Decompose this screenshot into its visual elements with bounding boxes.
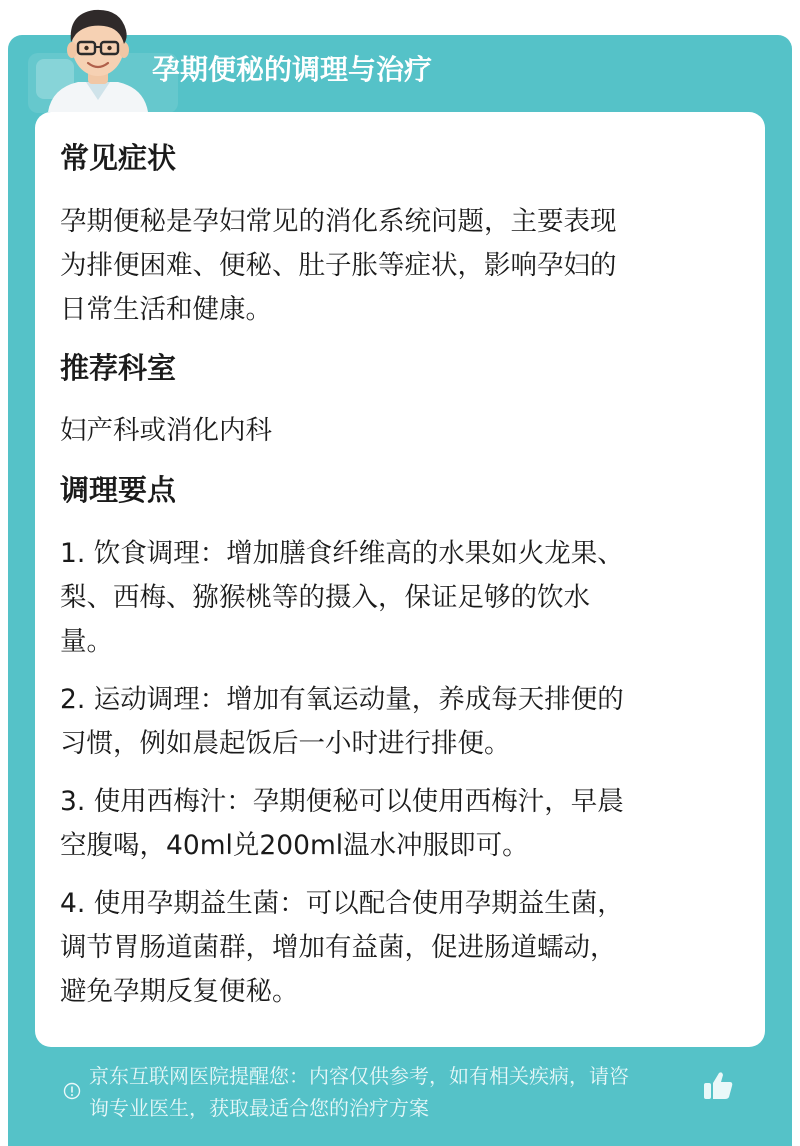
doctor-avatar-icon xyxy=(38,0,158,112)
care-item-line: 4. 使用孕期益生菌：可以配合使用孕期益生菌， xyxy=(60,888,624,919)
thumbs-up-icon[interactable] xyxy=(700,1068,736,1104)
department-heading: 推荐科室 xyxy=(60,351,177,385)
symptoms-line: 日常生活和健康。 xyxy=(60,294,272,325)
symptoms-line: 孕期便秘是孕妇常见的消化系统问题，主要表现 xyxy=(60,206,617,237)
care-item-line: 调节胃肠道菌群，增加有益菌，促进肠道蠕动， xyxy=(60,932,617,963)
symptoms-text xyxy=(60,200,730,332)
care-item-4 xyxy=(60,882,730,1014)
care-item-3 xyxy=(60,780,730,868)
care-item-line: 梨、西梅、猕猴桃等的摄入，保证足够的饮水 xyxy=(60,582,590,613)
care-item-line: 3. 使用西梅汁：孕期便秘可以使用西梅汁，早晨 xyxy=(60,786,624,817)
symptoms-heading: 常见症状 xyxy=(60,141,177,175)
disclaimer-line: 京东互联网医院提醒您：内容仅供参考，如有相关疾病，请咨 xyxy=(89,1064,629,1088)
disclaimer-line: 询专业医生，获取最适合您的治疗方案 xyxy=(89,1096,429,1120)
care-item-line: 空腹喝，40ml兑200ml温水冲服即可。 xyxy=(60,830,529,861)
care-item-line: 2. 运动调理：增加有氧运动量，养成每天排便的 xyxy=(60,684,624,715)
care-item-2 xyxy=(60,678,730,766)
content-card xyxy=(35,112,765,1047)
symptoms-line: 为排便困难、便秘、肚子胀等症状，影响孕妇的 xyxy=(60,250,617,281)
care-item-line: 量。 xyxy=(60,626,113,657)
care-heading: 调理要点 xyxy=(60,473,177,507)
info-icon xyxy=(63,1082,81,1100)
department-line: 妇产科或消化内科 xyxy=(60,415,272,446)
page-title: 孕期便秘的调理与治疗 xyxy=(152,53,433,86)
care-item-line: 避免孕期反复便秘。 xyxy=(60,976,299,1007)
care-item-line: 习惯，例如晨起饭后一小时进行排便。 xyxy=(60,728,511,759)
care-item-line: 1. 饮食调理：增加膳食纤维高的水果如火龙果、 xyxy=(60,538,624,569)
disclaimer-text xyxy=(89,1060,689,1124)
department-text xyxy=(60,409,730,453)
footer-disclaimer xyxy=(0,1052,800,1146)
care-item-1 xyxy=(60,532,730,664)
